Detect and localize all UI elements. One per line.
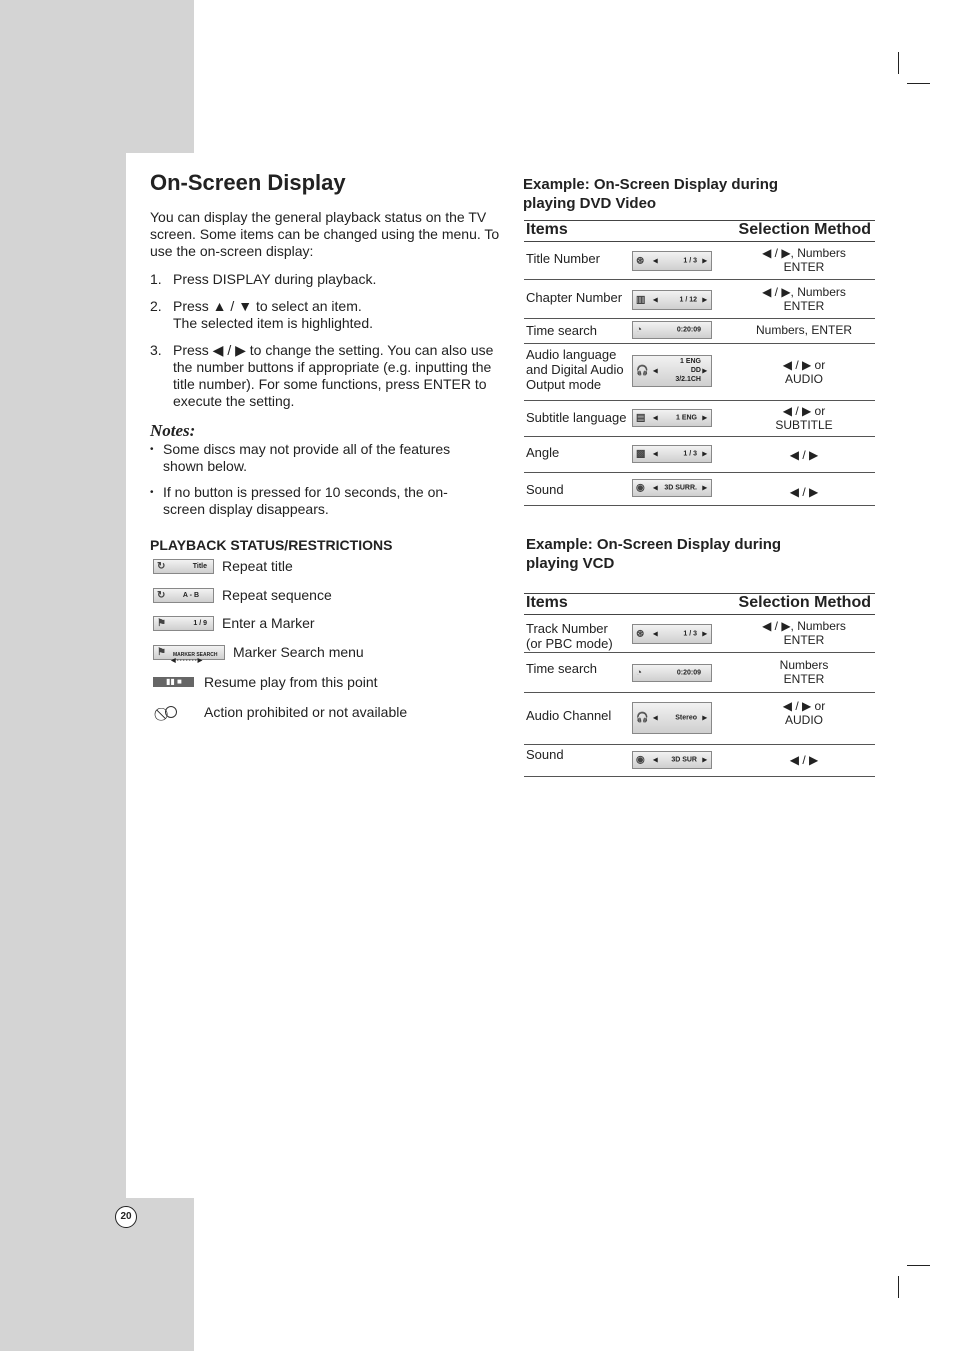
method-line: ◀ / ▶ bbox=[789, 753, 819, 767]
osd-title-number bbox=[632, 251, 712, 271]
method-line: SUBTITLE bbox=[775, 418, 833, 432]
method-line: ◀ / ▶, Numbers bbox=[762, 285, 846, 299]
method-line: ◀ / ▶ bbox=[789, 448, 819, 462]
osd-value: 3D SURR. bbox=[664, 484, 697, 492]
arrow-left-icon: ◀ bbox=[653, 451, 658, 458]
osd-marker-search bbox=[153, 645, 225, 664]
arrow-left-icon: ◀ bbox=[653, 631, 658, 638]
table-row bbox=[524, 653, 875, 693]
table-row bbox=[524, 319, 875, 344]
dvd-section-heading bbox=[523, 175, 778, 213]
arrow-left-icon: ◀ bbox=[653, 757, 658, 764]
arrow-left-icon: ◀ bbox=[653, 485, 658, 492]
osd-value: 1 / 12 bbox=[679, 296, 697, 304]
playback-label: Resume play from this point bbox=[204, 674, 378, 690]
osd-time-search bbox=[632, 664, 712, 682]
vcd-table bbox=[524, 593, 875, 777]
step-item bbox=[150, 298, 502, 332]
step-text: Press ◀ / ▶ to change the setting. You can also use the number buttons if appropriate (e.g. inputting the title number). For some functions, press ENTER to execute the setting. bbox=[173, 342, 494, 409]
item-name-line: and Digital Audio bbox=[526, 362, 624, 377]
selection-method bbox=[754, 404, 854, 432]
selection-method bbox=[754, 753, 854, 767]
selection-method bbox=[754, 323, 854, 337]
method-line: ENTER bbox=[783, 299, 825, 313]
chapter-icon: ▥ bbox=[636, 294, 646, 306]
note-text: If no button is pressed for 10 seconds, the on-screen display disappears. bbox=[163, 484, 448, 517]
col-items: Items bbox=[526, 221, 568, 238]
osd-value: Title bbox=[192, 562, 207, 570]
table-row bbox=[524, 437, 875, 473]
notes-list bbox=[150, 441, 480, 527]
osd-audio-language bbox=[632, 355, 712, 387]
crop-mark bbox=[907, 1265, 930, 1266]
margin-band-top bbox=[0, 0, 194, 153]
table-row bbox=[524, 401, 875, 437]
selection-method bbox=[754, 358, 854, 386]
item-name: Title Number bbox=[526, 251, 600, 266]
arrow-right-icon: ▶ bbox=[702, 297, 707, 304]
clock-icon: ◔ bbox=[636, 667, 643, 679]
clock-icon: ◔ bbox=[636, 324, 643, 336]
item-name: Sound bbox=[526, 747, 564, 762]
margin-band-bottom bbox=[0, 1198, 194, 1351]
osd-chapter-number bbox=[632, 290, 712, 310]
step-number: 3. bbox=[150, 342, 162, 358]
osd-angle bbox=[632, 445, 712, 463]
page-number: 20 bbox=[115, 1206, 137, 1228]
item-name: Subtitle language bbox=[526, 410, 627, 425]
headphones-icon: 🎧 bbox=[636, 365, 649, 377]
item-name: Time search bbox=[526, 661, 598, 676]
method-line: ◀ / ▶, Numbers bbox=[762, 619, 846, 633]
table-row bbox=[524, 473, 875, 506]
notes-heading: Notes: bbox=[150, 421, 196, 440]
table-row bbox=[524, 242, 875, 280]
osd-repeat-ab bbox=[153, 588, 214, 603]
arrow-left-icon: ◀ bbox=[653, 715, 658, 722]
osd-audio-channel bbox=[632, 702, 712, 734]
method-line: Numbers, ENTER bbox=[755, 323, 853, 337]
osd-value: 3D SUR bbox=[671, 756, 697, 764]
method-line: ENTER bbox=[783, 672, 825, 686]
item-name bbox=[526, 621, 613, 651]
arrow-right-icon: ▶ bbox=[702, 715, 707, 722]
arrow-left-icon: ◀ bbox=[653, 415, 658, 422]
bullet-icon: • bbox=[150, 487, 154, 498]
arrow-right-icon: ▶ bbox=[702, 631, 707, 638]
note-text: Some discs may not provide all of the features shown below. bbox=[163, 441, 451, 474]
crop-mark bbox=[898, 1276, 899, 1298]
selection-method bbox=[754, 485, 854, 499]
step-item bbox=[150, 271, 502, 288]
table-row bbox=[524, 693, 875, 745]
item-name: Chapter Number bbox=[526, 290, 623, 305]
osd-marker bbox=[153, 616, 214, 631]
table-row bbox=[524, 280, 875, 319]
vcd-section-heading bbox=[526, 535, 781, 573]
selection-method bbox=[754, 246, 854, 274]
osd-value: 0:20:09 bbox=[676, 669, 701, 677]
repeat-icon: ↻ bbox=[157, 560, 166, 572]
headphones-icon: 🎧 bbox=[636, 712, 649, 724]
playback-label: Enter a Marker bbox=[222, 615, 315, 631]
method-line: ◀ / ▶ or bbox=[782, 358, 826, 372]
osd-repeat-title bbox=[153, 559, 214, 574]
item-name bbox=[526, 347, 624, 392]
step-text: Press ▲ / ▼ to select an item. bbox=[173, 298, 362, 314]
selection-method bbox=[754, 448, 854, 462]
disc-icon: ⊛ bbox=[636, 255, 645, 267]
osd-value: 1 / 3 bbox=[683, 630, 697, 638]
osd-sound bbox=[632, 479, 712, 497]
item-name: Audio Channel bbox=[526, 708, 612, 723]
item-name-line: (or PBC mode) bbox=[526, 636, 613, 651]
dvd-table bbox=[524, 220, 875, 506]
table-row bbox=[524, 344, 875, 401]
dvd-heading-line1: Example: On-Screen Display during bbox=[523, 176, 779, 193]
osd-sound bbox=[632, 751, 712, 769]
selection-method bbox=[754, 619, 854, 647]
dvd-heading-line2: playing DVD Video bbox=[523, 195, 657, 212]
item-name-line: Output mode bbox=[526, 377, 602, 392]
osd-value: 1 / 3 bbox=[683, 450, 697, 458]
repeat-icon: ↻ bbox=[157, 589, 166, 601]
playback-label: Action prohibited or not available bbox=[204, 704, 408, 720]
playback-label: Repeat title bbox=[222, 558, 293, 574]
playback-label: Marker Search menu bbox=[233, 644, 364, 660]
selection-method bbox=[754, 285, 854, 313]
playback-heading: PLAYBACK STATUS/RESTRICTIONS bbox=[150, 537, 393, 553]
vcd-heading-line2: playing VCD bbox=[526, 555, 615, 572]
item-name: Time search bbox=[526, 323, 598, 338]
arrow-right-icon: ▶ bbox=[702, 451, 707, 458]
table-row bbox=[524, 615, 875, 653]
osd-value: Stereo bbox=[675, 714, 697, 722]
subtitle-icon: ▤ bbox=[636, 412, 646, 424]
marker-icon: ⚑ bbox=[157, 646, 166, 658]
osd-value: MARKER SEARCH bbox=[173, 652, 218, 658]
method-line: ENTER bbox=[783, 633, 825, 647]
arrow-right-icon: ▶ bbox=[702, 757, 707, 764]
osd-value: 1 ENG bbox=[675, 414, 697, 422]
arrow-left-icon: ◀ bbox=[653, 258, 658, 265]
note-item bbox=[150, 441, 480, 475]
method-line: ENTER bbox=[783, 260, 825, 274]
table-row bbox=[524, 745, 875, 777]
bullet-icon: • bbox=[150, 444, 154, 455]
col-selection-method: Selection Method bbox=[738, 594, 871, 611]
method-line: AUDIO bbox=[784, 372, 823, 386]
step-subtext: The selected item is highlighted. bbox=[173, 315, 373, 331]
item-name-line: Track Number bbox=[526, 621, 608, 636]
arrow-right-icon: ▶ bbox=[702, 485, 707, 492]
speaker-icon: ◉ bbox=[636, 754, 645, 766]
step-text: Press DISPLAY during playback. bbox=[173, 271, 377, 287]
method-line: ◀ / ▶ bbox=[789, 485, 819, 499]
crop-mark bbox=[898, 52, 899, 74]
dvd-table-header bbox=[524, 220, 875, 242]
step-item bbox=[150, 342, 502, 410]
col-selection-method: Selection Method bbox=[738, 221, 871, 238]
prohibited-icon-circle bbox=[165, 706, 177, 718]
vcd-heading-line1: Example: On-Screen Display during bbox=[526, 536, 782, 553]
arrow-left-icon: ◀ bbox=[653, 368, 658, 375]
step-number: 1. bbox=[150, 271, 162, 287]
osd-value: 1 ENG bbox=[679, 358, 701, 365]
item-name: Angle bbox=[526, 445, 560, 460]
selection-method bbox=[754, 658, 854, 686]
arrow-right-icon: ▶ bbox=[702, 415, 707, 422]
method-line: ◀ / ▶ or bbox=[782, 404, 826, 418]
osd-time-search bbox=[632, 321, 712, 339]
speaker-icon: ◉ bbox=[636, 482, 645, 494]
disc-icon: ⊛ bbox=[636, 628, 645, 640]
marker-slots-icon: ◀-------▶ bbox=[171, 658, 204, 664]
osd-value: A - B bbox=[182, 591, 199, 599]
item-name: Sound bbox=[526, 482, 564, 497]
method-line: AUDIO bbox=[784, 713, 823, 727]
osd-subtitle-language bbox=[632, 409, 712, 427]
osd-value: 1 / 9 bbox=[193, 619, 207, 627]
intro-text: You can display the general playback status on the TV screen. Some items can be changed using the menu. To use the on-screen display: bbox=[150, 209, 500, 259]
method-line: ◀ / ▶ or bbox=[782, 699, 826, 713]
step-number: 2. bbox=[150, 298, 162, 314]
arrow-left-icon: ◀ bbox=[653, 297, 658, 304]
osd-value: 1 / 3 bbox=[683, 257, 697, 265]
note-item bbox=[150, 484, 480, 518]
camera-icon: ▩ bbox=[636, 448, 646, 460]
col-items: Items bbox=[526, 594, 568, 611]
arrow-right-icon: ▶ bbox=[702, 368, 707, 375]
resume-icon: ▮▮ ■ bbox=[153, 677, 194, 687]
margin-band-left bbox=[0, 153, 126, 1198]
osd-track-number bbox=[632, 624, 712, 644]
method-line: Numbers bbox=[779, 658, 829, 672]
osd-value: 0:20:09 bbox=[676, 326, 701, 334]
steps-list bbox=[150, 271, 502, 420]
vcd-table-header bbox=[524, 593, 875, 615]
osd-value: 3/2.1CH bbox=[675, 376, 701, 383]
crop-mark bbox=[907, 83, 930, 84]
osd-value: DD bbox=[690, 367, 701, 374]
selection-method bbox=[754, 699, 854, 727]
arrow-right-icon: ▶ bbox=[702, 258, 707, 265]
marker-icon: ⚑ bbox=[157, 617, 166, 629]
playback-label: Repeat sequence bbox=[222, 587, 332, 603]
page-title: On-Screen Display bbox=[150, 170, 346, 195]
method-line: ◀ / ▶, Numbers bbox=[762, 246, 846, 260]
item-name-line: Audio language bbox=[526, 347, 617, 362]
